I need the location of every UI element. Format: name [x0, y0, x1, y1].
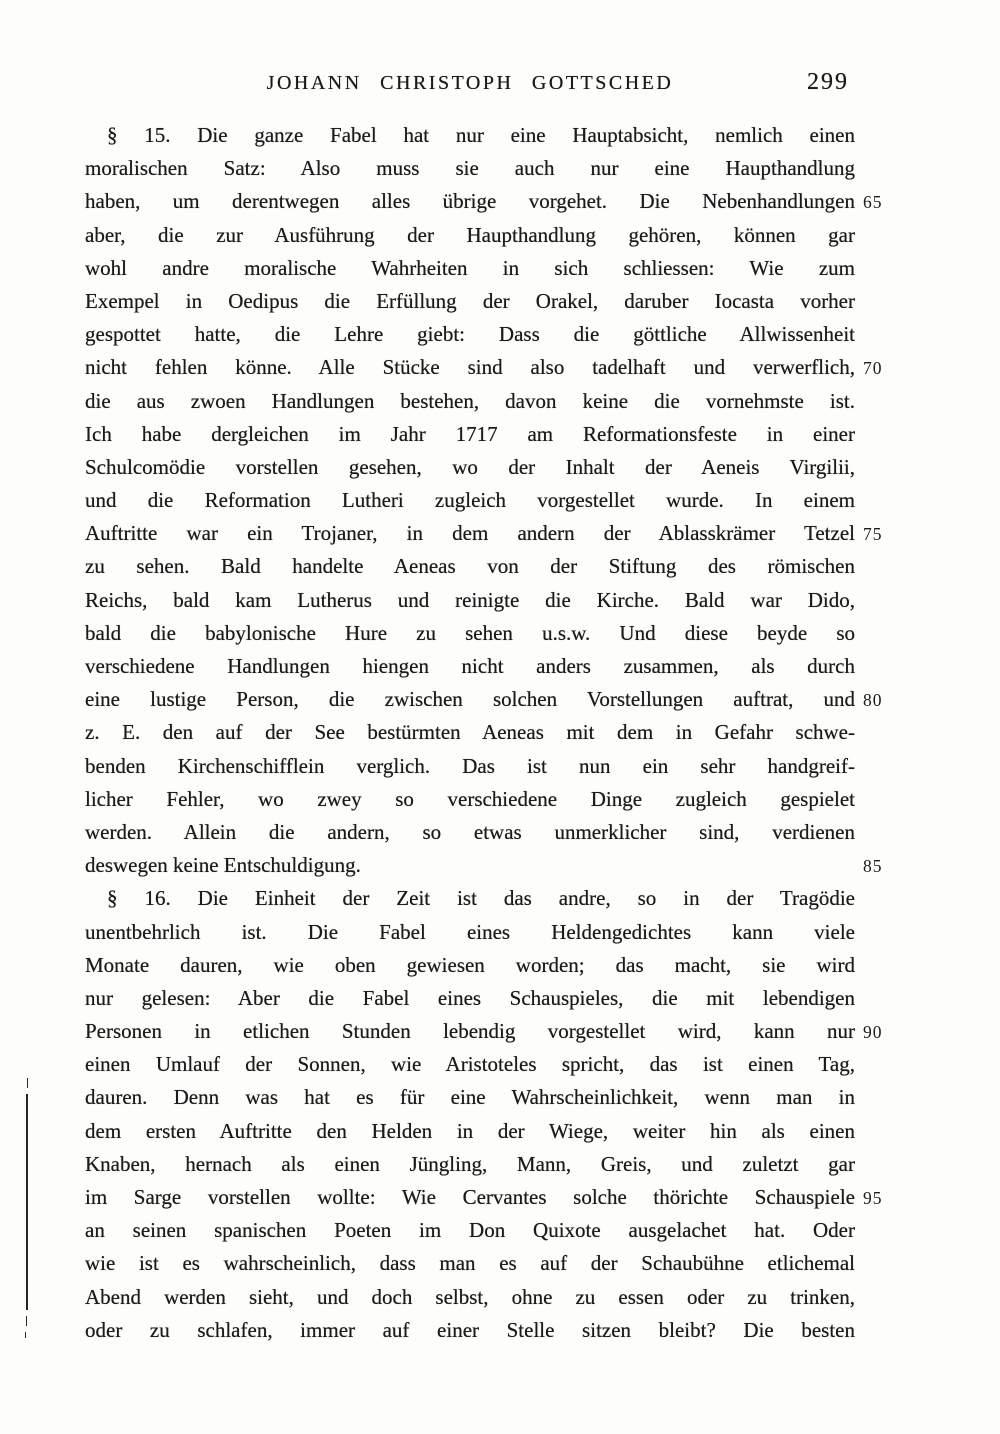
text-line	[85, 550, 855, 583]
line-number: 80	[863, 690, 883, 711]
line-text: Schulcomödie vorstellen gesehen, wo der Inhalt der Aeneis Virgilii,	[85, 454, 855, 479]
text-line	[85, 1081, 855, 1114]
line-text: wohl andre moralische Wahrheiten in sich schliessen: Wie zum	[85, 255, 855, 280]
line-text: und die Reformation Lutheri zugleich vorgestellet wurde. In einem	[85, 488, 855, 513]
text-line	[85, 683, 883, 716]
line-text: § 15. Die ganze Fabel hat nur eine Hauptabsicht, nemlich einen	[107, 123, 855, 147]
line-text: moralischen Satz: Also muss sie auch nur eine Haupthandlung	[85, 156, 855, 181]
line-text: Exempel in Oedipus die Erfüllung der Orakel, daruber Iocasta vorher	[85, 288, 855, 313]
line-number: 70	[863, 358, 883, 379]
line-text: einen Umlauf der Sonnen, wie Aristoteles spricht, das ist einen Tag,	[85, 1052, 855, 1077]
text-line	[85, 185, 883, 218]
line-number: 95	[863, 1188, 883, 1208]
text-line	[85, 617, 855, 650]
line-text: nicht fehlen könne. Alle Stücke sind also tadelhaft und verwerflich,	[85, 355, 855, 380]
line-text: dauren. Denn was hat es für eine Wahrscheinlichkeit, wenn man in	[85, 1085, 855, 1110]
text-line	[85, 783, 855, 816]
line-text: die aus zwoen Handlungen bestehen, davon keine die vornehmste ist.	[85, 388, 855, 413]
line-text: bald die babylonische Hure zu sehen u.s.w. Und diese beyde so	[85, 620, 855, 645]
page-number: 299	[807, 69, 849, 95]
line-text: gespottet hatte, die Lehre giebt: Dass die göttliche Allwissenheit	[85, 322, 855, 347]
text-line	[85, 650, 855, 683]
line-text: deswegen keine Entschuldigung.	[85, 853, 361, 878]
text-line	[85, 219, 855, 252]
text-line	[85, 882, 855, 915]
line-text: zu sehen. Bald handelte Aeneas von der Stiftung des römischen	[85, 554, 855, 579]
line-text: § 16. Die Einheit der Zeit ist das andre, so in der Tragödie	[107, 886, 855, 911]
line-text: werden. Allein die andern, so etwas unmerklicher sind, verdienen	[85, 819, 855, 844]
line-text: licher Fehler, wo zwey so verschiedene Dinge zugleich gespielet	[85, 786, 855, 811]
text-line	[85, 385, 855, 418]
line-text: Reichs, bald kam Lutherus und reinigte die Kirche. Bald war Dido,	[85, 587, 855, 612]
line-number: 90	[863, 1022, 883, 1043]
text-line	[85, 285, 855, 318]
text-line	[85, 252, 855, 285]
line-text: Monate dauren, wie oben gewiesen worden; das macht, sie wird	[85, 952, 855, 977]
line-text: dem ersten Auftritte den Helden in der Wiege, weiter hin als einen	[85, 1118, 855, 1143]
text-line	[85, 716, 855, 749]
line-number: 85	[863, 856, 883, 877]
line-number: 65	[863, 192, 883, 213]
line-text: verschiedene Handlungen hiengen nicht anders zusammen, als durch	[85, 654, 855, 678]
running-head-title: JOHANN CHRISTOPH GOTTSCHED	[266, 72, 674, 94]
line-text: unentbehrlich ist. Die Fabel eines Heldengedichtes kann viele	[85, 919, 855, 944]
line-text: Personen in etlichen Stunden lebendig vorgestellet wird, kann nur	[85, 1019, 855, 1044]
line-text: Ich habe dergleichen im Jahr 1717 am Reformationsfeste in einer	[85, 421, 855, 446]
text-line	[85, 484, 855, 517]
text-line	[85, 916, 855, 949]
line-text: Knaben, hernach als einen Jüngling, Mann, Greis, und zuletzt gar	[85, 1151, 855, 1176]
margin-line-artifact	[26, 1094, 28, 1310]
text-line	[85, 1015, 883, 1048]
text-line	[85, 517, 883, 550]
running-head	[85, 69, 855, 104]
text-line	[85, 451, 855, 484]
line-text: Auftritte war ein Trojaner, in dem andern der Ablasskrämer Tetzel	[85, 521, 855, 546]
text-line	[85, 584, 855, 617]
text-line	[85, 152, 855, 185]
line-text: aber, die zur Ausführung der Haupthandlung gehören, können gar	[85, 222, 855, 247]
margin-line-artifact	[27, 1078, 28, 1088]
line-text: Abend werden sieht, und doch selbst, ohne zu essen oder zu trinken,	[85, 1284, 855, 1309]
line-text: haben, um derentwegen alles übrige vorgehet. Die Nebenhandlungen	[85, 189, 855, 214]
line-text: an seinen spanischen Poeten im Don Quixote ausgelachet hat. Oder	[85, 1218, 855, 1243]
text-line	[85, 351, 883, 384]
text-line	[85, 816, 855, 849]
line-text: z. E. den auf der See bestürmten Aeneas mit dem in Gefahr schwe-	[85, 720, 855, 745]
text-line	[85, 1214, 855, 1247]
text-line	[85, 750, 855, 783]
line-text: eine lustige Person, die zwischen solchen Vorstellungen auftrat, und	[85, 687, 855, 712]
text-block	[85, 119, 883, 1347]
text-line	[85, 1247, 855, 1280]
line-number: 75	[863, 524, 883, 545]
text-line	[85, 318, 855, 351]
margin-line-artifact	[26, 1316, 27, 1326]
text-line	[85, 1281, 855, 1314]
text-line	[85, 1148, 855, 1181]
text-line	[85, 949, 855, 982]
text-line	[85, 418, 855, 451]
text-line	[85, 1314, 855, 1347]
line-text: im Sarge vorstellen wollte: Wie Cervantes solche thörichte Schauspiele	[85, 1185, 855, 1209]
line-text: nur gelesen: Aber die Fabel eines Schauspieles, die mit lebendigen	[85, 985, 855, 1010]
text-line	[85, 119, 855, 152]
text-line	[85, 1048, 855, 1081]
line-text: wie ist es wahrscheinlich, dass man es auf der Schaubühne etlichemal	[85, 1251, 855, 1276]
text-line	[85, 1115, 855, 1148]
margin-line-artifact	[25, 1332, 26, 1338]
line-text: oder zu schlafen, immer auf einer Stelle sitzen bleibt? Die besten	[85, 1317, 855, 1342]
text-line	[85, 849, 883, 882]
line-text: benden Kirchenschifflein verglich. Das ist nun ein sehr handgreif-	[85, 753, 855, 778]
text-line	[85, 982, 855, 1015]
text-line	[85, 1181, 883, 1214]
